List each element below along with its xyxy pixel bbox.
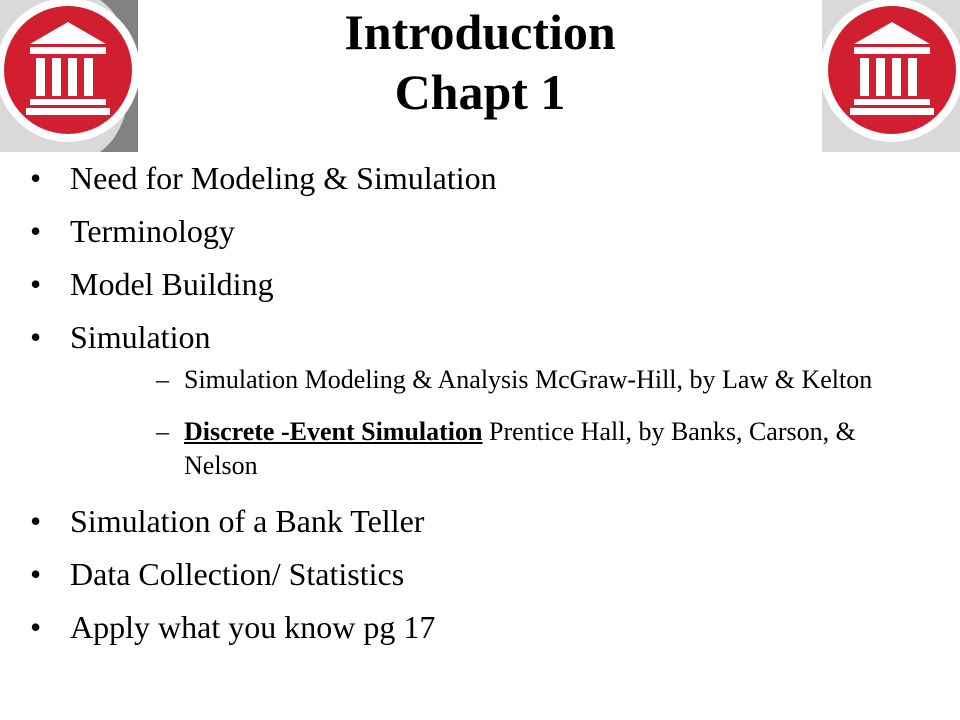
bullet-item [0, 317, 960, 483]
slide-title [150, 2, 810, 122]
bullet-item [0, 607, 960, 647]
bullet-dot: • [30, 556, 42, 592]
bullet-dot: • [30, 503, 42, 539]
bullet-list [0, 158, 960, 660]
sub-bullet-dash: – [156, 365, 169, 394]
title-line-2: Chapt 1 [394, 64, 566, 120]
bullet-text: Simulation [70, 319, 211, 355]
bullet-dot: • [30, 319, 42, 355]
sub-bullet-text: Simulation Modeling & Analysis McGraw-Hill, by Law & Kelton [184, 365, 873, 394]
title-line-1: Introduction [344, 4, 616, 60]
book-title-link[interactable]: Discrete -Event Simulation [184, 417, 483, 446]
bullet-text: Simulation of a Bank Teller [70, 503, 425, 539]
bullet-item [0, 501, 960, 541]
sub-bullet-dash: – [156, 417, 169, 446]
bullet-text: Need for Modeling & Simulation [70, 160, 497, 196]
sub-bullet-item [70, 363, 960, 397]
bullet-dot: • [30, 266, 42, 302]
bullet-item [0, 554, 960, 594]
bullet-item [0, 158, 960, 198]
university-logo-left [0, 0, 138, 152]
sub-bullet-text: Prentice Hall, by Banks, Carson, & Nelson [184, 417, 856, 480]
bullet-item [0, 264, 960, 304]
bullet-dot: • [30, 160, 42, 196]
university-logo-right [822, 0, 960, 152]
simulation-sublist [70, 363, 960, 483]
bullet-text: Apply what you know pg 17 [70, 609, 436, 645]
sub-bullet-item [70, 415, 960, 483]
bullet-item [0, 211, 960, 251]
bullet-text: Data Collection/ Statistics [70, 556, 405, 592]
bullet-text: Terminology [70, 213, 235, 249]
bullet-dot: • [30, 609, 42, 645]
bullet-dot: • [30, 213, 42, 249]
bullet-text: Model Building [70, 266, 274, 302]
